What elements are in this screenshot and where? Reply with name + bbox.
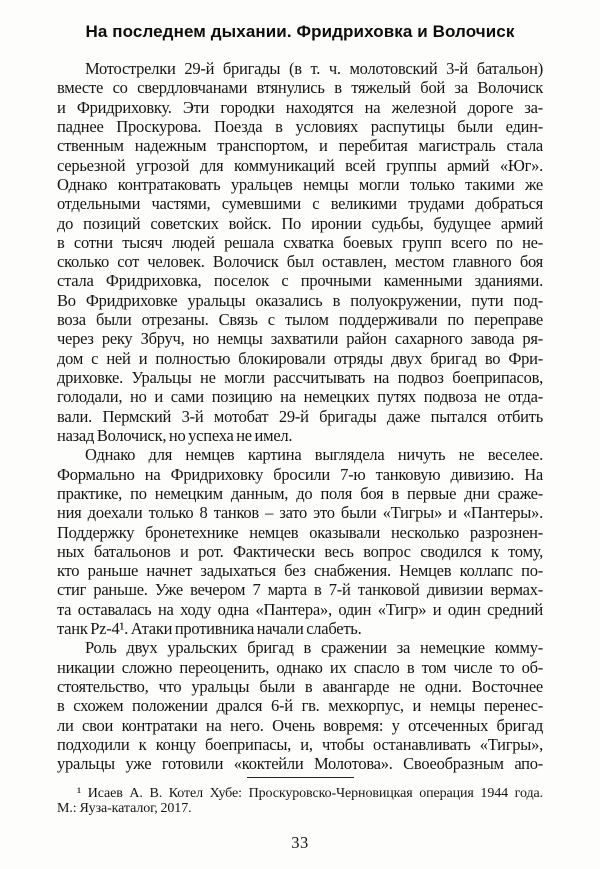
paragraph	[57, 786, 543, 818]
text-line: ственным надежным транспортом, и перебитая магистраль стала	[57, 136, 543, 156]
text-line: стала Фридриховка, поселок с прочными каменными зданиями.	[57, 271, 543, 291]
text-line: Формально на Фридриховку бросили 7-ю танковую дивизию. На	[57, 464, 543, 484]
text-line: М.: Яуза-каталог, 2017.	[57, 801, 192, 817]
text-line: кто раньше начнет задыхаться без снабжения. Немцев коллапс по-	[57, 561, 543, 581]
text-line: назад Волочиск, но успеха не имел.	[57, 425, 293, 445]
text-line: в сотни тысяч людей решала схватка боевых групп всего по не-	[57, 232, 543, 252]
text-line: дриховке. Уральцы не могли рассчитывать на подвоз боеприпасов,	[57, 368, 543, 387]
text-line: Роль двух уральских бригад в сражении за немецкие комму-	[85, 638, 543, 658]
text-line: Поддержку бронетехнике немцев оказывали несколько разрознен-	[57, 522, 543, 542]
text-line: подходили к концу боеприпасы, и, чтобы останавливать «Тигры»,	[57, 734, 543, 754]
text-line: ли свои контратаки на него. Очень вовремя: у отсеченных бригад	[57, 715, 543, 735]
text-line: танк Pz-4¹. Атаки противника начали слабеть.	[57, 619, 362, 639]
text-line: стиг раньше. Уже вечером 7 марта в 7-й танковой дивизии вермах-	[57, 580, 543, 600]
text-line: уральцы уже готовили «коктейли Молотова». Своеобразным апо-	[57, 754, 543, 774]
text-line: та оставалась на ходу одна «Пантера», один «Тигр» и один средний	[57, 599, 543, 619]
text-line: воза были отрезаны. Связь с тылом поддерживали по переправе	[57, 310, 543, 330]
text-line: ных батальонов и рот. Фактически весь вопрос сводился к тому,	[57, 541, 543, 561]
text-line: в схожем положении дрался 6-й гв. мехкорпус, и немцы перенес-	[57, 696, 543, 716]
text-line: Во Фридриховке уральцы оказались в полуокружении, пути под-	[57, 290, 543, 310]
footnote	[57, 786, 543, 818]
paragraph	[57, 638, 543, 773]
paragraph	[57, 445, 543, 638]
text-line: серьезной угрозой для коммуникаций всей группы армий «Юг».	[57, 155, 543, 175]
text-line: до позиций советских войск. По иронии судьбы, будущее армий	[57, 213, 543, 233]
footnote-divider	[247, 777, 354, 778]
text-line: паднее Проскурова. Поезда в условиях распутицы были един-	[57, 116, 543, 136]
text-line: голодали, но и сами позицию на немецких путях подвоза не отда-	[57, 387, 543, 407]
text-line: ¹ Исаев А. В. Котел Хубе: Проскуровско-Черновицкая операция 1944 года.	[77, 785, 543, 801]
text-line: вали. Пермский 3-й мотобат 29-й бригады даже пытался отбить	[57, 406, 543, 426]
text-line: через реку Збруч, но немцы захватили район сахарного завода ря-	[57, 329, 543, 349]
text-line: дом с ней и полностью блокировали отряды двух бригад во Фри-	[57, 348, 543, 368]
text-line: никации сложно переоценить, однако их спасло в том числе то об-	[57, 657, 543, 677]
text-line: стоятельство, что уральцы были в авангарде не одни. Восточнее	[57, 677, 543, 696]
text-line: ния доехали только 8 танков – зато это были «Тигры» и «Пантеры».	[57, 503, 543, 523]
body-text	[57, 59, 543, 774]
text-line: и Фридриховку. Эти городки находятся на железной дороге за-	[57, 97, 543, 117]
text-line: отдельными частями, сумевшими с великими трудами добраться	[57, 194, 543, 214]
text-line: Мотострелки 29-й бригады (в т. ч. молотовский 3-й батальон)	[85, 59, 543, 78]
text-line: практике, по немецким данным, до поля боя в первые дни сраже-	[57, 483, 543, 503]
paragraph	[57, 59, 543, 445]
text-line: Однако для немцев картина выглядела ничуть не веселее.	[85, 445, 543, 465]
chapter-title: На последнем дыхании. Фридриховка и Волочиск	[85, 22, 515, 41]
text-line: вместе со свердловчанами втянулись в тяжелый бой за Волочиск	[57, 78, 543, 98]
text-line: сколько сот человек. Волочиск был оставлен, местом главного боя	[57, 252, 543, 272]
text-line: Однако контратаковать уральцев немцы могли только такими же	[57, 174, 543, 194]
page-number: 33	[291, 833, 309, 853]
